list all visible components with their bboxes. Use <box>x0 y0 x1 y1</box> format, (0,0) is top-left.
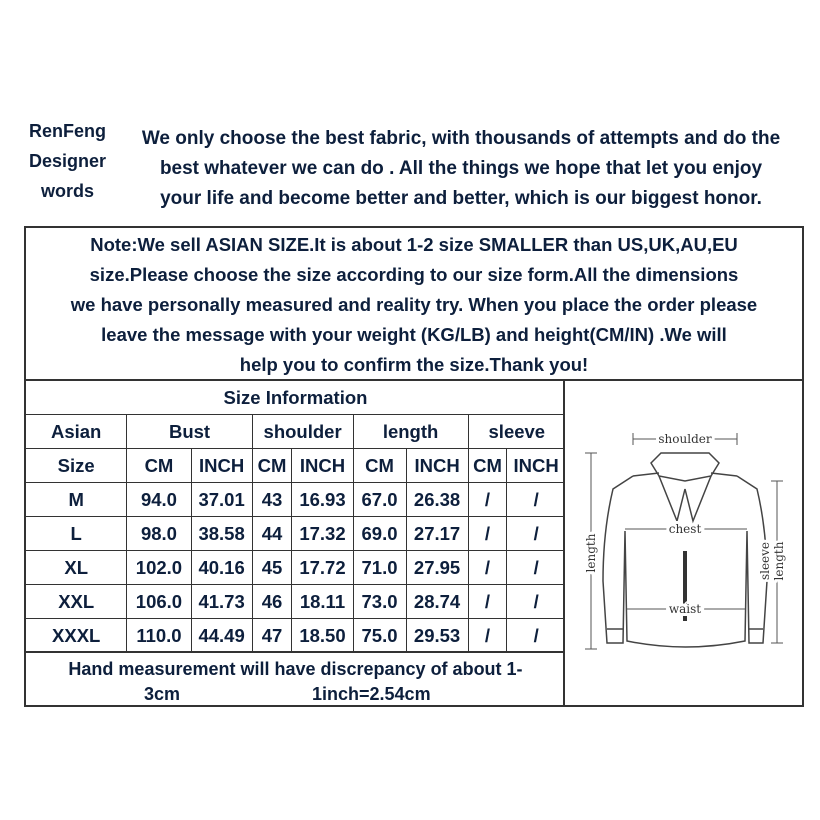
table-cell: / <box>468 585 507 619</box>
header-size: Size <box>26 449 127 483</box>
table-group-row <box>26 415 565 449</box>
table-row <box>26 619 565 653</box>
brand-line: RenFeng <box>28 121 106 141</box>
shirt-collar <box>651 453 719 481</box>
table-row <box>26 551 565 585</box>
unit-cell: INCH <box>507 449 565 483</box>
note-line: we have personally measured and reality try. When you place the order please <box>70 294 758 315</box>
table-cell: 69.0 <box>353 517 406 551</box>
table-cell: 45 <box>252 551 292 585</box>
table-cell: 18.11 <box>292 585 353 619</box>
table-cell: / <box>468 483 507 517</box>
table-row <box>26 585 565 619</box>
header-bust: Bust <box>127 415 252 449</box>
brand-line: words <box>40 181 94 201</box>
shirt-diagram <box>565 381 802 705</box>
intro-text <box>112 124 810 214</box>
brand-line: Designer <box>28 151 107 171</box>
table-cell: 18.50 <box>292 619 353 653</box>
table-cell: 16.93 <box>292 483 353 517</box>
header-asian: Asian <box>26 415 127 449</box>
table-cell: 43 <box>252 483 292 517</box>
note-line: leave the message with your weight (KG/LB) and height(CM/IN) .We will <box>101 324 727 345</box>
table-cell: / <box>507 483 565 517</box>
unit-cell: CM <box>252 449 292 483</box>
inch-conversion: 1inch=2.54cm <box>312 684 431 704</box>
table-title: Size Information <box>26 381 565 415</box>
table-cell: 40.16 <box>191 551 252 585</box>
size-table <box>26 381 565 653</box>
header-sleeve: sleeve <box>468 415 565 449</box>
unit-cell: CM <box>353 449 406 483</box>
table-cell: 73.0 <box>353 585 406 619</box>
table-cell: 44 <box>252 517 292 551</box>
table-cell: 28.74 <box>406 585 468 619</box>
table-row <box>26 517 565 551</box>
note-line: size.Please choose the size according to our size form.All the dimensions <box>89 264 739 285</box>
sleeve-length-label: length <box>772 541 786 581</box>
unit-cell: CM <box>468 449 507 483</box>
waist-label: waist <box>668 602 702 616</box>
unit-cell: INCH <box>292 449 353 483</box>
table-unit-row <box>26 449 565 483</box>
unit-cell: INCH <box>406 449 468 483</box>
table-cell: / <box>507 585 565 619</box>
footer-note: Hand measurement will have discrepancy of about 1- <box>68 659 523 679</box>
table-cell: 46 <box>252 585 292 619</box>
table-cell: 37.01 <box>191 483 252 517</box>
shoulder-label: shoulder <box>658 432 712 446</box>
intro-line: best whatever we can do . All the things we hope that let you enjoy <box>159 158 763 179</box>
table-cell: 67.0 <box>353 483 406 517</box>
footer-note-cont: 3cm <box>144 684 181 704</box>
table-cell: 27.17 <box>406 517 468 551</box>
length-label: length <box>584 533 598 573</box>
table-cell: / <box>468 551 507 585</box>
shoulder-seam <box>711 473 737 476</box>
size-note <box>24 226 804 381</box>
size-label: XXXL <box>26 619 127 653</box>
table-cell: 110.0 <box>127 619 191 653</box>
table-cell: / <box>507 517 565 551</box>
unit-cell: CM <box>127 449 191 483</box>
header-length: length <box>353 415 468 449</box>
size-label: XL <box>26 551 127 585</box>
shirt-placket <box>659 476 711 521</box>
table-cell: 71.0 <box>353 551 406 585</box>
table-row <box>26 483 565 517</box>
table-cell: 17.32 <box>292 517 353 551</box>
table-cell: 98.0 <box>127 517 191 551</box>
table-cell: / <box>507 551 565 585</box>
table-footer <box>26 651 565 708</box>
table-cell: / <box>468 619 507 653</box>
table-cell: 47 <box>252 619 292 653</box>
table-cell: 106.0 <box>127 585 191 619</box>
table-cell: 27.95 <box>406 551 468 585</box>
brand-name <box>20 116 115 206</box>
note-line: Note:We sell ASIAN SIZE.It is about 1-2 size SMALLER than US,UK,AU,EU <box>90 234 738 255</box>
table-cell: 94.0 <box>127 483 191 517</box>
table-cell: 17.72 <box>292 551 353 585</box>
sleeve-label: sleeve <box>758 541 772 581</box>
size-label: L <box>26 517 127 551</box>
chest-label: chest <box>668 522 702 536</box>
table-cell: 44.49 <box>191 619 252 653</box>
unit-cell: INCH <box>191 449 252 483</box>
header-shoulder: shoulder <box>252 415 353 449</box>
table-title-row <box>26 381 565 415</box>
table-cell: 26.38 <box>406 483 468 517</box>
note-line: help you to confirm the size.Thank you! <box>239 354 589 375</box>
table-cell: 75.0 <box>353 619 406 653</box>
size-label: M <box>26 483 127 517</box>
shirt-diagram-box <box>563 379 804 707</box>
shoulder-seam <box>633 473 659 476</box>
table-cell: 41.73 <box>191 585 252 619</box>
table-cell: 102.0 <box>127 551 191 585</box>
size-table-box <box>24 379 565 707</box>
intro-line: your life and become better and better, which is our biggest honor. <box>160 188 762 209</box>
table-cell: / <box>468 517 507 551</box>
table-cell: / <box>507 619 565 653</box>
size-label: XXL <box>26 585 127 619</box>
table-cell: 38.58 <box>191 517 252 551</box>
table-cell: 29.53 <box>406 619 468 653</box>
intro-line: We only choose the best fabric, with thousands of attempts and do the <box>141 128 781 149</box>
